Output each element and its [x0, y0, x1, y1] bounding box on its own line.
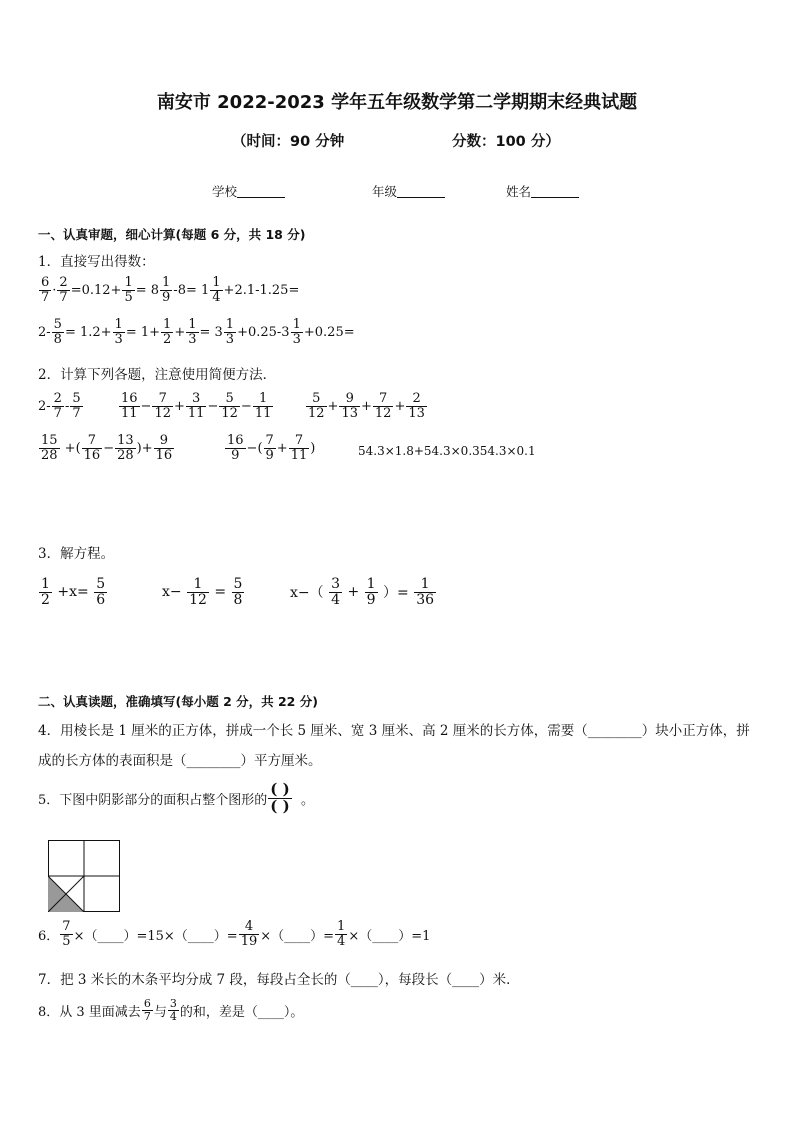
q2-expr5: $\frac{16}{9}$ −( $\frac{7}{9}$ + $\frac{7}{11}$ )	[227, 433, 316, 463]
q2-label: 2．计算下列各题，注意使用简便方法．	[38, 367, 277, 383]
exam-time: （时间：90 分钟	[232, 134, 345, 150]
q3-label: 3．解方程。	[38, 546, 115, 562]
school-field[interactable]: 学校	[212, 182, 285, 200]
q2-expr3: $\frac{5}{12}$ + $\frac{9}{13}$ + $\frac{7}{12}$ + $\frac{2}{13}$	[308, 391, 425, 421]
q2-expr6: 54.3×1.8+54.3×0.354.3×0.1	[358, 444, 536, 458]
q3-eq2: x− $\frac{1}{12}$ = $\frac{5}{8}$	[162, 576, 243, 608]
q7: 7．把 3 米长的木条平均分成 7 段，每段占全长的（____），每段长（____）米．	[38, 972, 520, 988]
q5-figure	[48, 840, 120, 912]
q2-expr2: $\frac{16}{11}$ − $\frac{7}{12}$ + $\frac{3}{11}$ − $\frac{5}{12}$ − $\frac{1}{11}$	[121, 391, 272, 421]
section2-heading: 二、认真读题，准确填写(每小题 2 分，共 22 分)	[38, 694, 318, 709]
grade-field[interactable]: 年级	[372, 182, 445, 200]
q1-row2: 2- $\frac{5}{8}$ = 1.2+ $\frac{1}{3}$ = 1+ $\frac{1}{2}$ + $\frac{1}{3}$ = 3 $\frac{1}{3}$ +0.25-3 $\frac{1}{3}$ +0.25=	[38, 317, 355, 347]
q5: 5．下图中阴影部分的面积占整个图形的 $\frac{( )}{( )}$ 。	[38, 780, 314, 815]
q1-dot: ·	[52, 282, 57, 298]
page-title: 南安市 2022-2023 学年五年级数学第二学期期末经典试题	[156, 92, 638, 113]
exam-score: 分数：100 分）	[452, 134, 560, 150]
q6: 6． $\frac{7}{5}$ ×（____）=15×（____）= $\frac{4}{19}$ ×（____）= $\frac{1}{4}$ ×（____）=1	[38, 919, 431, 949]
q4-line2: 成的长方体的表面积是（________）平方厘米。	[38, 753, 322, 769]
name-field[interactable]: 姓名	[506, 182, 579, 200]
q2-expr4: $\frac{15}{28}$ +( $\frac{7}{16}$ − $\frac{13}{28}$ )+ $\frac{9}{16}$	[41, 433, 173, 463]
q4-line1: 4．用棱长是 1 厘米的正方体，拼成一个长 5 厘米、宽 3 厘米、高 2 厘米的长方体，需要（________）块小正方体，拼	[38, 723, 750, 739]
q8: 8．从 3 里面减去 $\frac{6}{7}$ 与 $\frac{3}{4}$ 的和，差是（____）。	[38, 997, 304, 1023]
section1-heading: 一、认真审题，细心计算(每题 6 分，共 18 分)	[38, 227, 306, 242]
q3-eq3: x−（ $\frac{3}{4}$ + $\frac{1}{9}$ ）= $\frac{1}{36}$	[290, 576, 435, 608]
q3-eq1: $\frac{1}{2}$ +x= $\frac{5}{6}$	[41, 576, 106, 608]
q1-label: 1．直接写出得数：	[38, 254, 155, 270]
q1-row1: $\frac{6}{7}$ · $\frac{2}{7}$ =0.12+ $\frac{1}{5}$ = 8 $\frac{1}{9}$ -8= 1 $\frac{1}{4}$ +2.1-1.25=	[41, 275, 300, 305]
q2-expr1: 2- $\frac{2}{7}$ - $\frac{5}{7}$	[38, 391, 81, 421]
